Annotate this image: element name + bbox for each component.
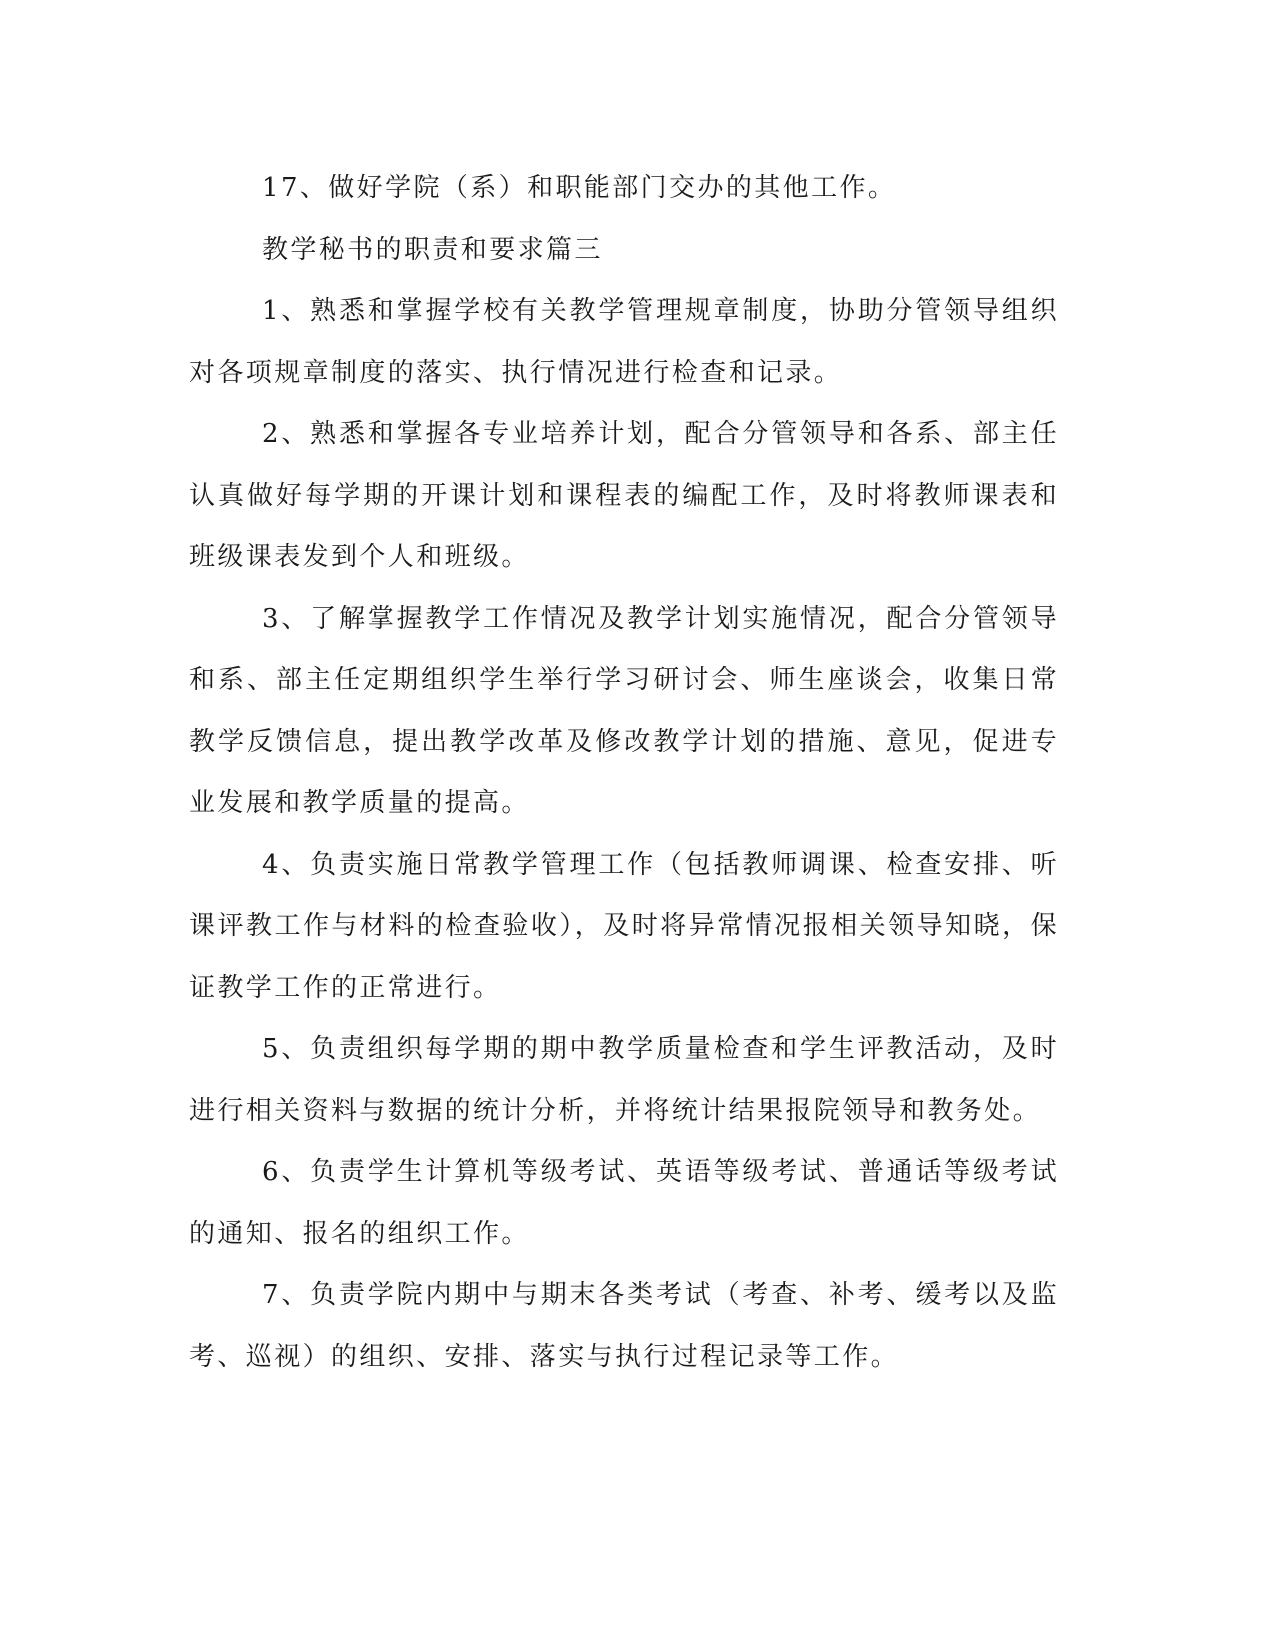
paragraph-item-1: 1、熟悉和掌握学校有关教学管理规章制度，协助分管领导组织对各项规章制度的落实、执行情况进行检查和记录。 <box>189 296 1059 388</box>
paragraph-item-3: 3、了解掌握教学工作情况及教学计划实施情况，配合分管领导和系、部主任定期组织学生举行学习研讨会、师生座谈会，收集日常教学反馈信息，提出教学改革及修改教学计划的措施、意见，促进专业发展和教学质量的提高。 <box>189 603 1059 818</box>
paragraph-item-5: 5、负责组织每学期的期中教学质量检查和学生评教活动，及时进行相关资料与数据的统计分析，并将统计结果报院领导和教务处。 <box>189 1034 1059 1126</box>
paragraph-item-6: 6、负责学生计算机等级考试、英语等级考试、普通话等级考试的通知、报名的组织工作。 <box>189 1157 1059 1249</box>
paragraph-item-7: 7、负责学院内期中与期末各类考试（考查、补考、缓考以及监考、巡视）的组织、安排、落实与执行过程记录等工作。 <box>189 1280 1059 1372</box>
section-heading: 教学秘书的职责和要求篇三 <box>262 234 603 265</box>
paragraph-item-17: 17、做好学院（系）和职能部门交办的其他工作。 <box>262 173 897 203</box>
document-body <box>189 158 1059 1388</box>
paragraph-item-4: 4、负责实施日常教学管理工作（包括教师调课、检查安排、听课评教工作与材料的检查验收），及时将异常情况报相关领导知晓，保证教学工作的正常进行。 <box>189 849 1059 1003</box>
paragraph-item-2: 2、熟悉和掌握各专业培养计划，配合分管领导和各系、部主任认真做好每学期的开课计划和课程表的编配工作，及时将教师课表和班级课表发到个人和班级。 <box>189 419 1059 572</box>
